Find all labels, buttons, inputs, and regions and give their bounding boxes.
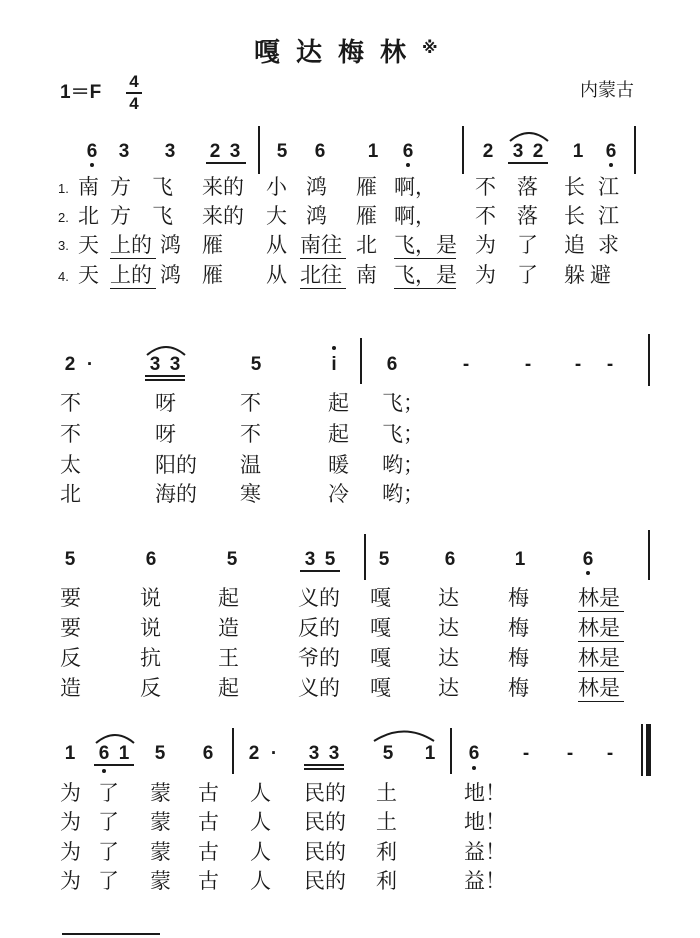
note: i bbox=[331, 354, 337, 375]
note: 3 bbox=[512, 141, 524, 162]
lyric: 飞，是 bbox=[394, 263, 457, 287]
lyric: 林是 bbox=[578, 586, 620, 610]
note: 1 bbox=[118, 743, 130, 764]
lyric: 蒙 bbox=[150, 781, 171, 805]
note: 3 bbox=[169, 354, 181, 375]
note: 6 bbox=[202, 743, 214, 764]
lyric: 啊， bbox=[394, 204, 436, 228]
lyric: 嘎 bbox=[370, 616, 391, 640]
note: 5 bbox=[382, 743, 394, 764]
note: - bbox=[566, 743, 574, 764]
lyric: 不 bbox=[60, 391, 81, 415]
lyric: 长 bbox=[564, 204, 585, 228]
note: 2 bbox=[209, 141, 221, 162]
note: 6 bbox=[468, 743, 480, 764]
lyric: 鸿 bbox=[160, 233, 181, 257]
note: - bbox=[524, 354, 532, 375]
lyric: 民的 bbox=[304, 781, 346, 805]
slur bbox=[145, 342, 187, 356]
bar-line bbox=[258, 126, 260, 174]
note: · bbox=[86, 354, 94, 375]
note: 1 bbox=[572, 141, 584, 162]
note: · bbox=[270, 743, 278, 764]
bar-line bbox=[360, 338, 362, 384]
lyric: 说 bbox=[140, 586, 161, 610]
beam-line bbox=[94, 764, 134, 766]
lyric-underline bbox=[578, 701, 624, 702]
final-bar-line-thick bbox=[646, 724, 651, 776]
origin-label: 内蒙古 bbox=[580, 80, 634, 101]
lyric: 上的 bbox=[110, 263, 152, 287]
note: 2 bbox=[64, 354, 76, 375]
lyric: 上的 bbox=[110, 233, 152, 257]
lyric: 林是 bbox=[578, 616, 620, 640]
lyric: 反的 bbox=[298, 616, 340, 640]
lyric: 人 bbox=[250, 810, 271, 834]
lyric: 利 bbox=[376, 869, 397, 893]
note: - bbox=[606, 743, 614, 764]
lyric-underline bbox=[110, 288, 156, 289]
lyric: 起 bbox=[218, 586, 239, 610]
lyric: 地！ bbox=[464, 781, 506, 805]
lyric: 蒙 bbox=[150, 810, 171, 834]
lyric: 阳的 bbox=[155, 453, 197, 477]
lyric: 了 bbox=[517, 263, 538, 287]
lyric: 利 bbox=[376, 840, 397, 864]
note: - bbox=[522, 743, 530, 764]
lyric: 土 bbox=[376, 781, 397, 805]
lyric: 达 bbox=[438, 646, 459, 670]
lyric: 说 bbox=[140, 616, 161, 640]
note: 3 bbox=[304, 549, 316, 570]
lyric: 为 bbox=[60, 781, 81, 805]
lyric: 飞； bbox=[382, 391, 424, 415]
note: 6 bbox=[582, 549, 594, 570]
lyric: 不 bbox=[240, 422, 261, 446]
lyric: 王 bbox=[218, 646, 239, 670]
high-octave-dot bbox=[332, 346, 336, 350]
lyric: 要 bbox=[60, 586, 81, 610]
footnote-rule bbox=[62, 933, 160, 935]
lyric: 北 bbox=[78, 204, 99, 228]
lyric: 人 bbox=[250, 781, 271, 805]
lyric: 哟； bbox=[382, 453, 424, 477]
lyric: 天 bbox=[78, 233, 99, 257]
low-octave-dot bbox=[406, 163, 410, 167]
note: 3 bbox=[328, 743, 340, 764]
lyric: 哟； bbox=[382, 482, 424, 506]
lyric: 温 bbox=[240, 453, 261, 477]
verse-number: 4. bbox=[58, 269, 69, 284]
lyric: 北 bbox=[60, 482, 81, 506]
low-octave-dot bbox=[586, 571, 590, 575]
note: 3 bbox=[118, 141, 130, 162]
lyric: 起 bbox=[328, 422, 349, 446]
note: 3 bbox=[164, 141, 176, 162]
lyric: 雁 bbox=[356, 204, 377, 228]
lyric: 益！ bbox=[464, 840, 506, 864]
lyric: 了 bbox=[517, 233, 538, 257]
note: 2 bbox=[248, 743, 260, 764]
low-octave-dot bbox=[102, 769, 106, 773]
lyric: 造 bbox=[60, 676, 81, 700]
lyric: 地！ bbox=[464, 810, 506, 834]
lyric: 避 bbox=[590, 263, 611, 287]
lyric: 古 bbox=[198, 781, 219, 805]
low-octave-dot bbox=[90, 163, 94, 167]
lyric: 人 bbox=[250, 869, 271, 893]
note: 3 bbox=[308, 743, 320, 764]
lyric: 太 bbox=[60, 453, 81, 477]
note: 6 bbox=[86, 141, 98, 162]
verse-number: 3. bbox=[58, 238, 69, 253]
lyric: 古 bbox=[198, 810, 219, 834]
note: 6 bbox=[605, 141, 617, 162]
lyric: 追 bbox=[564, 233, 585, 257]
note: 6 bbox=[444, 549, 456, 570]
lyric: 爷的 bbox=[298, 646, 340, 670]
beam-line bbox=[304, 764, 344, 766]
lyric: 达 bbox=[438, 616, 459, 640]
song-title bbox=[254, 40, 438, 66]
lyric: 蒙 bbox=[150, 840, 171, 864]
note: 1 bbox=[514, 549, 526, 570]
lyric: 啊， bbox=[394, 175, 436, 199]
slur bbox=[508, 128, 550, 142]
lyric: 北往 bbox=[300, 263, 342, 287]
beam-line bbox=[304, 768, 344, 770]
lyric: 梅 bbox=[508, 616, 529, 640]
lyric: 为 bbox=[475, 263, 496, 287]
bar-line bbox=[450, 728, 452, 774]
low-octave-dot bbox=[472, 766, 476, 770]
lyric-underline bbox=[300, 258, 346, 259]
lyric-underline bbox=[578, 671, 624, 672]
note: 5 bbox=[250, 354, 262, 375]
lyric: 海的 bbox=[155, 482, 197, 506]
lyric: 达 bbox=[438, 586, 459, 610]
lyric: 南 bbox=[356, 263, 377, 287]
final-bar-line-thin bbox=[641, 724, 643, 776]
key-signature: 1＝F bbox=[60, 82, 102, 103]
lyric: 南往 bbox=[300, 233, 342, 257]
note: 6 bbox=[145, 549, 157, 570]
lyric: 梅 bbox=[508, 586, 529, 610]
slur bbox=[94, 730, 136, 744]
note: 5 bbox=[324, 549, 336, 570]
lyric: 土 bbox=[376, 810, 397, 834]
lyric: 飞，是 bbox=[394, 233, 457, 257]
lyric: 不 bbox=[240, 391, 261, 415]
beam-line bbox=[145, 379, 185, 381]
note: 5 bbox=[378, 549, 390, 570]
lyric: 民的 bbox=[304, 810, 346, 834]
lyric: 反 bbox=[60, 646, 81, 670]
lyric: 长 bbox=[564, 175, 585, 199]
beam-line bbox=[300, 570, 340, 572]
lyric: 飞 bbox=[152, 175, 173, 199]
note: 6 bbox=[98, 743, 110, 764]
slur bbox=[372, 726, 436, 742]
lyric: 求 bbox=[598, 233, 619, 257]
lyric: 了 bbox=[98, 781, 119, 805]
lyric: 林是 bbox=[578, 676, 620, 700]
lyric: 义的 bbox=[298, 586, 340, 610]
lyric: 嘎 bbox=[370, 676, 391, 700]
lyric: 冷 bbox=[328, 482, 349, 506]
lyric: 方 bbox=[110, 175, 131, 199]
lyric: 为 bbox=[60, 840, 81, 864]
lyric: 呀 bbox=[155, 422, 176, 446]
lyric: 方 bbox=[110, 204, 131, 228]
lyric: 人 bbox=[250, 840, 271, 864]
beam-line bbox=[508, 162, 548, 164]
lyric: 从 bbox=[266, 263, 287, 287]
lyric: 起 bbox=[218, 676, 239, 700]
lyric: 来的 bbox=[202, 204, 244, 228]
lyric-underline bbox=[110, 258, 156, 259]
lyric-underline bbox=[394, 258, 456, 259]
lyric: 北 bbox=[356, 233, 377, 257]
lyric: 梅 bbox=[508, 646, 529, 670]
title-footnote-mark: ※ bbox=[422, 38, 438, 57]
note: 3 bbox=[149, 354, 161, 375]
lyric: 义的 bbox=[298, 676, 340, 700]
bar-line bbox=[634, 126, 636, 174]
note: 5 bbox=[276, 141, 288, 162]
lyric: 为 bbox=[60, 869, 81, 893]
lyric: 鸿 bbox=[306, 175, 327, 199]
lyric: 呀 bbox=[155, 391, 176, 415]
beam-line bbox=[206, 162, 246, 164]
lyric: 不 bbox=[475, 204, 496, 228]
time-signature-top: 4 bbox=[129, 72, 139, 91]
lyric: 寒 bbox=[240, 482, 261, 506]
note: - bbox=[462, 354, 470, 375]
lyric: 不 bbox=[60, 422, 81, 446]
note: 3 bbox=[229, 141, 241, 162]
lyric: 梅 bbox=[508, 676, 529, 700]
note: - bbox=[574, 354, 582, 375]
bar-line bbox=[648, 530, 650, 580]
note: 2 bbox=[532, 141, 544, 162]
lyric: 不 bbox=[475, 175, 496, 199]
lyric: 嘎 bbox=[370, 646, 391, 670]
note: 2 bbox=[482, 141, 494, 162]
lyric: 要 bbox=[60, 616, 81, 640]
note: 6 bbox=[402, 141, 414, 162]
lyric-underline bbox=[578, 641, 624, 642]
lyric: 雁 bbox=[356, 175, 377, 199]
lyric: 躲 bbox=[564, 263, 585, 287]
lyric: 反 bbox=[140, 676, 161, 700]
verse-number: 2. bbox=[58, 210, 69, 225]
note: 1 bbox=[367, 141, 379, 162]
note: 5 bbox=[64, 549, 76, 570]
note: 6 bbox=[386, 354, 398, 375]
lyric: 天 bbox=[78, 263, 99, 287]
low-octave-dot bbox=[609, 163, 613, 167]
lyric-underline bbox=[394, 288, 456, 289]
bar-line bbox=[462, 126, 464, 174]
beam-line bbox=[145, 375, 185, 377]
note: 5 bbox=[226, 549, 238, 570]
lyric: 南 bbox=[78, 175, 99, 199]
note: 1 bbox=[424, 743, 436, 764]
lyric: 抗 bbox=[140, 646, 161, 670]
lyric: 嘎 bbox=[370, 586, 391, 610]
lyric: 了 bbox=[98, 810, 119, 834]
time-signature-bottom: 4 bbox=[129, 94, 139, 113]
bar-line bbox=[648, 334, 650, 386]
lyric: 古 bbox=[198, 840, 219, 864]
lyric: 了 bbox=[98, 869, 119, 893]
lyric: 飞 bbox=[152, 204, 173, 228]
lyric: 鸿 bbox=[306, 204, 327, 228]
lyric: 从 bbox=[266, 233, 287, 257]
note: 1 bbox=[64, 743, 76, 764]
lyric: 飞； bbox=[382, 422, 424, 446]
lyric: 民的 bbox=[304, 840, 346, 864]
lyric-underline bbox=[578, 611, 624, 612]
verse-number: 1. bbox=[58, 181, 69, 196]
lyric: 蒙 bbox=[150, 869, 171, 893]
song-title-text: 嘎达梅林 bbox=[254, 38, 423, 68]
lyric: 暖 bbox=[328, 453, 349, 477]
lyric: 达 bbox=[438, 676, 459, 700]
lyric: 落 bbox=[517, 175, 538, 199]
note: - bbox=[606, 354, 614, 375]
lyric: 来的 bbox=[202, 175, 244, 199]
lyric: 落 bbox=[517, 204, 538, 228]
lyric: 林是 bbox=[578, 646, 620, 670]
lyric: 造 bbox=[218, 616, 239, 640]
lyric: 江 bbox=[598, 204, 619, 228]
note: 5 bbox=[154, 743, 166, 764]
lyric-underline bbox=[300, 288, 346, 289]
lyric: 益！ bbox=[464, 869, 506, 893]
lyric: 民的 bbox=[304, 869, 346, 893]
lyric: 大 bbox=[266, 204, 287, 228]
note: 6 bbox=[314, 141, 326, 162]
bar-line bbox=[232, 728, 234, 774]
lyric: 小 bbox=[266, 175, 287, 199]
bar-line bbox=[364, 534, 366, 580]
lyric: 鸿 bbox=[160, 263, 181, 287]
lyric: 雁 bbox=[202, 233, 223, 257]
lyric: 了 bbox=[98, 840, 119, 864]
lyric: 为 bbox=[475, 233, 496, 257]
lyric: 起 bbox=[328, 391, 349, 415]
lyric: 古 bbox=[198, 869, 219, 893]
lyric: 雁 bbox=[202, 263, 223, 287]
lyric: 江 bbox=[598, 175, 619, 199]
lyric: 为 bbox=[60, 810, 81, 834]
